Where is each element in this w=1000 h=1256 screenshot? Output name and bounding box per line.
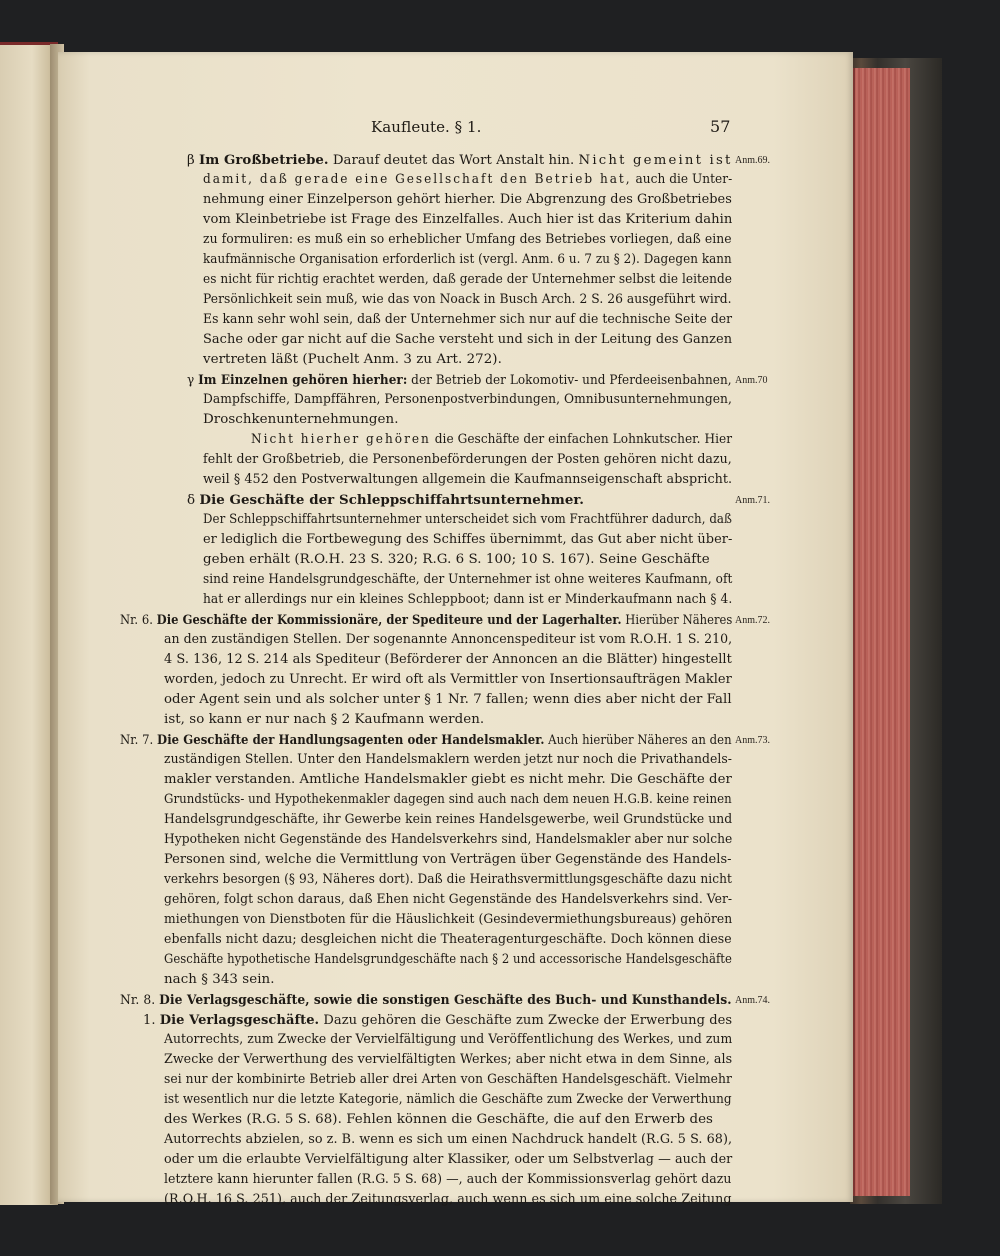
text-segment: des Werkes (R.G. 5 S. 68). Fehlen können die Geschäfte, die auf den Erwerb des <box>164 1112 713 1127</box>
text-line <box>164 692 732 707</box>
text-segment: auch die Unter- <box>631 172 733 187</box>
text-segment: nehmung einer Einzelperson gehört hierher. Die Abgrenzung des Großbetriebes <box>203 192 732 207</box>
text-line <box>203 192 732 207</box>
text-segment: es nicht für richtig erachtet werden, daß gerade der Unternehmer selbst die leitende <box>203 272 733 287</box>
text-line <box>203 592 732 607</box>
text-segment: Auch hierüber Näheres an den <box>544 733 732 748</box>
text-segment: Autorrechts, zum Zwecke der Vervielfältigung und Veröffentlichung des Werkes, und zum <box>164 1032 733 1047</box>
text-line <box>203 532 732 547</box>
text-line <box>203 472 732 487</box>
text-line <box>164 1032 732 1047</box>
text-line <box>187 372 732 388</box>
text-line <box>164 1092 732 1107</box>
margin-note-anm: Anm.71. <box>735 495 770 506</box>
margin-note-anm: Anm.72. <box>735 615 770 626</box>
text-line <box>164 932 732 947</box>
text-line <box>164 1192 732 1207</box>
text-segment: γ <box>187 373 199 388</box>
text-line <box>164 712 484 727</box>
text-segment: Die Verlagsgeschäfte. <box>159 1012 320 1028</box>
text-segment: Persönlichkeit sein muß, wie das von Noack in Busch Arch. 2 S. 26 ausgeführt wird. <box>203 292 732 307</box>
text-line <box>251 432 732 447</box>
text-segment: Handelsgrundgeschäfte, ihr Gewerbe kein reines Handelsgewerbe, weil Grundstücke und <box>164 812 733 827</box>
text-segment: sind reine Handelsgrundgeschäfte, der Unternehmer ist ohne weiteres Kaufmann, oft <box>203 572 733 587</box>
text-segment: oder Agent sein und als solcher unter § 1 Nr. 7 fallen; wenn dies aber nicht der Fall <box>164 692 732 707</box>
red-page-edges <box>853 68 910 1196</box>
text-line <box>203 392 732 407</box>
text-line <box>203 332 732 347</box>
text-segment: der Betrieb der Lokomotiv- und Pferdeeisenbahnen, <box>407 373 732 388</box>
text-segment: Die Verlagsgeschäfte, sowie die sonstigen Geschäfte des Buch- und Kunsthandels. <box>159 992 732 1008</box>
text-segment: β <box>187 153 199 168</box>
text-segment: Der Schleppschiffahrtsunternehmer unterscheidet sich vom Frachtführer dadurch, daß <box>203 512 732 527</box>
text-segment: Autorrechts abzielen, so z. B. wenn es sich um einen Nachdruck handelt (R.G. 5 S. 68), <box>164 1132 733 1147</box>
text-segment: Darauf deutet das Wort Anstalt hin. <box>328 153 579 168</box>
text-segment: Droschkenunternehmungen. <box>203 412 399 427</box>
text-segment: Es kann sehr wohl sein, daß der Unternehmer sich nur auf die technische Seite der <box>203 312 733 327</box>
text-segment: er lediglich die Fortbewegung des Schiffes übernimmt, das Gut aber nicht über- <box>203 532 733 547</box>
text-line <box>164 1172 732 1187</box>
text-segment: Im Einzelnen gehören hierher: <box>198 372 408 388</box>
text-segment: Nr. 8. <box>120 993 160 1008</box>
text-segment: Die Geschäfte der Schleppschiffahrtsunternehmer. <box>199 492 585 508</box>
text-segment: Grundstücks- und Hypothekenmakler dagegen sind auch nach dem neuen H.G.B. keine reinen <box>164 792 732 807</box>
text-line <box>164 1152 732 1167</box>
text-segment: weil § 452 den Postverwaltungen allgemein die Kaufmannseigenschaft abspricht. <box>203 472 733 487</box>
text-segment: vertreten läßt (Puchelt Anm. 3 zu Art. 272). <box>203 352 502 367</box>
text-segment: kaufmännische Organisation erforderlich ist (vergl. Anm. 6 u. 7 zu § 2). Dagegen kann <box>203 252 732 267</box>
text-segment: Nicht gemeint ist <box>578 153 733 168</box>
text-line <box>203 272 732 287</box>
page-number: 57 <box>710 117 731 136</box>
text-segment: verkehrs besorgen (§ 93, Näheres dort). Daß die Heirathsvermittlungsgeschäfte dazu nicht <box>164 872 732 887</box>
text-segment: (R.O.H. 16 S. 251), auch der Zeitungsverlag, auch wenn es sich um eine solche Zeitung <box>164 1192 732 1207</box>
text-segment: zuständigen Stellen. Unter den Handelsmaklern werden jetzt nur noch die Privathandels- <box>164 752 733 767</box>
text-line <box>203 352 502 367</box>
text-segment: miethungen von Dienstboten für die Häuslichkeit (Gesindevermiethungsbureaus) gehören <box>164 912 733 927</box>
text-line <box>164 792 732 807</box>
text-line <box>203 212 732 227</box>
running-header: Kaufleute. § 1. <box>371 118 482 136</box>
text-line <box>203 552 710 567</box>
text-line <box>164 1052 732 1067</box>
text-line <box>203 232 732 247</box>
text-line <box>164 832 732 847</box>
text-segment: fehlt der Großbetrieb, die Personenbeförderungen der Posten gehören nicht dazu, <box>203 452 732 467</box>
text-segment: sei nur der kombinirte Betrieb aller drei Arten von Geschäften Handelsgeschäft. Vielmehr <box>164 1072 732 1087</box>
text-segment: Im Großbetriebe. <box>198 152 329 168</box>
text-line <box>164 752 732 767</box>
text-line <box>164 812 732 827</box>
text-line <box>120 992 732 1008</box>
text-line <box>164 672 732 687</box>
text-line <box>164 972 275 987</box>
text-segment: Hypotheken nicht Gegenstände des Handelsverkehrs sind, Handelsmakler aber nur solche <box>164 832 733 847</box>
text-line <box>203 412 399 427</box>
text-segment: ebenfalls nicht dazu; desgleichen nicht die Theateragenturgeschäfte. Doch können diese <box>164 932 732 947</box>
text-segment: ist wesentlich nur die letzte Kategorie, nämlich die Geschäfte zum Zwecke der Verwerthung <box>164 1092 732 1107</box>
text-line <box>120 612 732 628</box>
text-segment: Sache oder gar nicht auf die Sache versteht und sich in der Leitung des Ganzen <box>203 332 733 347</box>
text-line <box>164 652 732 667</box>
text-segment: nach § 343 sein. <box>164 972 275 987</box>
text-segment: worden, jedoch zu Unrecht. Er wird oft als Vermittler von Insertionsaufträgen Makler <box>164 672 732 687</box>
text-segment: Dazu gehören die Geschäfte zum Zwecke der Erwerbung des <box>319 1013 733 1028</box>
text-line <box>164 1112 713 1127</box>
text-segment: zu formuliren: es muß ein so erheblicher Umfang des Betriebes vorliegen, daß eine <box>203 232 732 247</box>
text-segment: Die Geschäfte der Kommissionäre, der Spediteure und der Lagerhalter. <box>156 612 622 628</box>
text-segment: ist, so kann er nur nach § 2 Kaufmann werden. <box>164 712 485 727</box>
text-segment: hat er allerdings nur ein kleines Schleppboot; dann ist er Minderkaufmann nach § 4. <box>203 592 733 607</box>
text-line <box>203 312 732 327</box>
text-segment: oder um die erlaubte Vervielfältigung alter Klassiker, oder um Selbstverlag — auch der <box>164 1152 733 1167</box>
text-line <box>187 492 584 508</box>
margin-note-anm: Anm.69. <box>735 155 770 166</box>
text-segment: die Geschäfte der einfachen Lohnkutscher. Hier <box>430 432 733 447</box>
text-segment: an den zuständigen Stellen. Der sogenannte Annoncenspediteur ist vom R.O.H. 1 S. 210, <box>164 632 733 647</box>
text-segment: vom Kleinbetriebe ist Frage des Einzelfalles. Auch hier ist das Kriterium dahin <box>203 212 733 227</box>
text-line <box>143 1012 732 1028</box>
text-segment: Geschäfte hypothetische Handelsgrundgeschäfte nach § 2 und accessorische Handelsgeschäfte <box>164 952 732 967</box>
text-line <box>203 452 732 467</box>
text-segment: geben erhält (R.O.H. 23 S. 320; R.G. 6 S. 100; 10 S. 167). Seine Geschäfte <box>203 552 710 567</box>
text-segment: Nicht hierher gehören <box>251 432 431 447</box>
text-segment: Die Geschäfte der Handlungsagenten oder Handelsmakler. <box>157 732 545 748</box>
text-line <box>164 852 732 867</box>
text-line <box>164 632 732 647</box>
text-segment: Nr. 7. <box>120 733 158 748</box>
text-segment: makler verstanden. Amtliche Handelsmakler giebt es nicht mehr. Die Geschäfte der <box>164 772 732 787</box>
text-segment: gehören, folgt schon daraus, daß Ehen nicht Gegenstände des Handelsverkehrs sind. Ver- <box>164 892 733 907</box>
text-line <box>203 172 732 187</box>
text-segment: damit, daß gerade eine Gesellschaft den Betrieb hat, <box>203 172 632 187</box>
text-line <box>120 732 732 748</box>
text-line <box>164 912 732 927</box>
text-segment: 4 S. 136, 12 S. 214 als Spediteur (Beförderer der Annoncen an die Blätter) hingestellt <box>164 652 732 667</box>
text-line <box>164 892 732 907</box>
text-segment: Nr. 6. <box>120 613 157 628</box>
text-segment: Dampfschiffe, Dampffähren, Personenpostverbindungen, Omnibusunternehmungen, <box>203 392 732 407</box>
text-segment: 1. <box>143 1013 160 1028</box>
text-line <box>203 512 732 527</box>
text-segment: Hierüber Näheres <box>621 613 733 628</box>
text-line <box>203 292 732 307</box>
text-line <box>203 572 732 587</box>
text-line <box>164 772 732 787</box>
text-line <box>164 1132 732 1147</box>
text-line <box>164 1072 732 1087</box>
text-line <box>164 872 732 887</box>
text-line <box>164 952 732 967</box>
margin-note-anm: Anm.74. <box>735 995 770 1006</box>
text-segment: Personen sind, welche die Vermittlung von Verträgen über Gegenstände des Handels- <box>164 852 732 867</box>
text-segment: δ <box>187 493 200 508</box>
margin-note-anm: Anm.73. <box>735 735 770 746</box>
margin-note-anm: Anm.70 <box>735 375 768 386</box>
text-line <box>203 252 732 267</box>
text-line <box>187 152 732 168</box>
text-segment: Zwecke der Verwerthung des vervielfältigten Werkes; aber nicht etwa in dem Sinne, als <box>164 1052 733 1067</box>
text-segment: letztere kann hierunter fallen (R.G. 5 S. 68) —, auch der Kommissionsverlag gehört dazu <box>164 1172 732 1187</box>
